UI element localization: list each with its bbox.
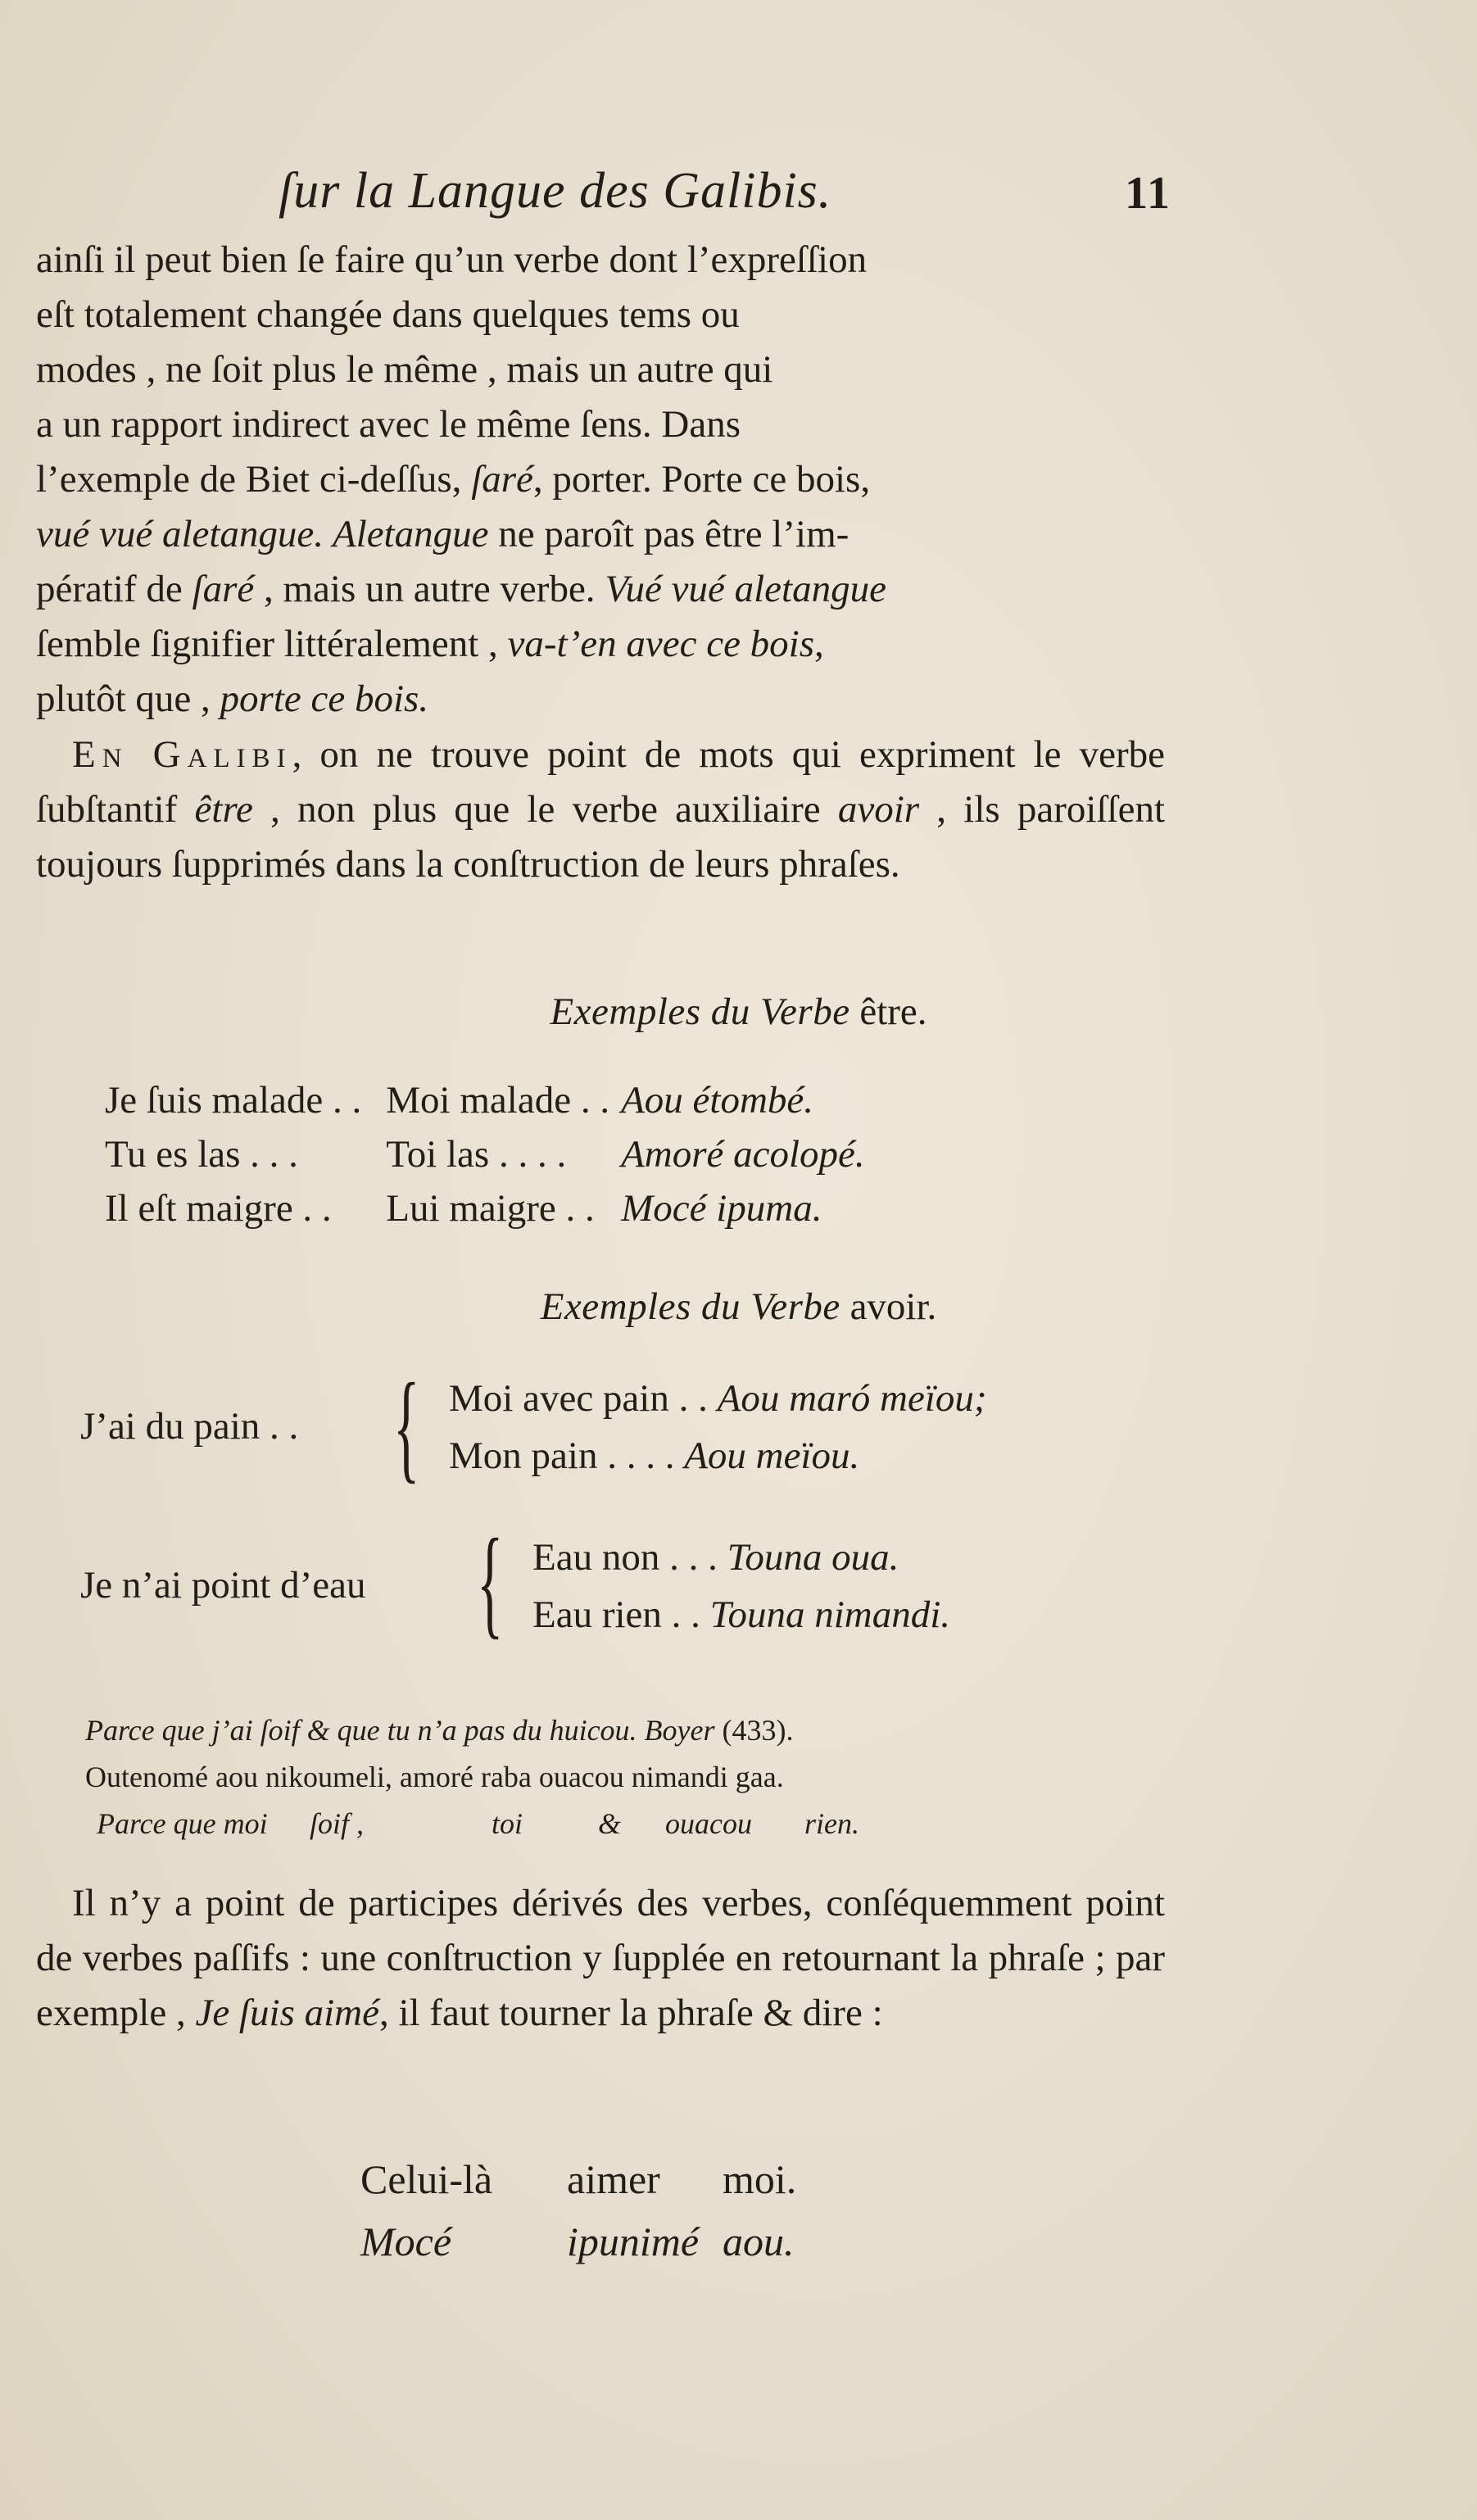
- boyer-quotation: [85, 1707, 859, 1847]
- brace-lines: [532, 1529, 950, 1643]
- french-phrase: Tu es las . . .: [105, 1133, 298, 1176]
- paragraph-2: En Galibi, on ne trouve point de mots qui expriment le verbe ſubſtantif être , non plus que le verbe auxiliaire avoir , ils paroiſſent toujours ſupprimés dans la conſtruction de leurs phraſes.: [36, 733, 1166, 886]
- table-row: [105, 1181, 865, 1235]
- quote-galibi-line: Outenomé aou nikoumeli, amoré raba ouacou nimandi gaa.: [85, 1761, 784, 1793]
- french-phrase: J’ai du pain . .: [80, 1405, 299, 1448]
- text-line: a un rapport indirect avec le même ſens. Dans: [36, 403, 741, 446]
- quote-gloss-line: Parce que moi ſoif , toi & ouacou rien.: [97, 1807, 859, 1840]
- text-line: ainſi il peut bien ſe faire qu’un verbe dont l’expreſſion: [36, 238, 868, 281]
- heading-exemples-etre: Exemples du Verbe être.: [550, 990, 927, 1033]
- gloss-line: Mon pain . . . . Aou meïou.: [449, 1434, 860, 1477]
- galibi-phrase: Amoré acolopé.: [621, 1133, 865, 1176]
- galibi-phrase: Mocé ipuma.: [621, 1187, 822, 1230]
- text-line: ſemble ſignifier littéralement , va-t’en avec ce bois,: [36, 623, 824, 665]
- literal-gloss: Moi malade . .: [386, 1079, 610, 1122]
- final-gloss-line: Celui-là aimer moi.: [360, 2156, 797, 2202]
- brace-lines: [449, 1370, 987, 1484]
- quote-french-line: Parce que j’ai ſoif & que tu n’a pas du huicou. Boyer (433).: [85, 1714, 794, 1747]
- text-line: vué vué aletangue. Aletangue ne paroît pas être l’im-: [36, 513, 850, 555]
- curly-brace: {: [393, 1358, 420, 1494]
- page-header: [279, 162, 1171, 228]
- galibi-phrase: Aou étombé.: [621, 1079, 814, 1122]
- heading-exemples-avoir: Exemples du Verbe avoir.: [540, 1285, 937, 1328]
- page-number: 11: [1125, 168, 1171, 219]
- paragraph-3: Il n’y a point de participes dérivés des verbes, conſéquemment point de verbes paſſifs : une conſtruction y ſupplée en retournant la phraſe ; par exemple , Je ſuis aimé, il faut tourner la phraſe & dire :: [36, 1882, 1165, 2034]
- small-caps-lead: En Galibi: [72, 733, 292, 776]
- final-example: [360, 2148, 796, 2273]
- french-phrase: Je ſuis malade . .: [105, 1079, 362, 1122]
- text-line: pératif de ſaré , mais un autre verbe. Vué vué aletangue: [36, 568, 886, 610]
- table-row: [105, 1127, 865, 1181]
- running-title: ſur la Langue des Galibis.: [279, 163, 832, 219]
- text-line: eſt totalement changée dans quelques tems ou: [36, 293, 740, 336]
- paragraph-1: [36, 233, 1165, 727]
- table-row: [105, 1073, 865, 1127]
- french-phrase: Je n’ai point d’eau: [80, 1564, 366, 1607]
- french-phrase: Il eſt maigre . .: [105, 1187, 332, 1230]
- gloss-line: Eau rien . . Touna nimandi.: [532, 1593, 951, 1636]
- gloss-line: Eau non . . . Touna oua.: [532, 1536, 899, 1579]
- literal-gloss: Lui maigre . .: [386, 1187, 595, 1230]
- gloss-line: Moi avec pain . . Aou maró meïou;: [449, 1377, 987, 1420]
- text-line: l’exemple de Biet ci-deſſus, ſaré, porter. Porte ce bois,: [36, 458, 871, 501]
- text-line: modes , ne ſoit plus le même , mais un autre qui: [36, 348, 773, 391]
- etre-examples-table: [105, 1073, 865, 1235]
- curly-brace: {: [477, 1514, 504, 1650]
- final-galibi-line: Mocé ipunimé aou.: [360, 2219, 795, 2264]
- literal-gloss: Toi las . . . .: [386, 1133, 567, 1176]
- text-line: plutôt que , porte ce bois.: [36, 678, 429, 720]
